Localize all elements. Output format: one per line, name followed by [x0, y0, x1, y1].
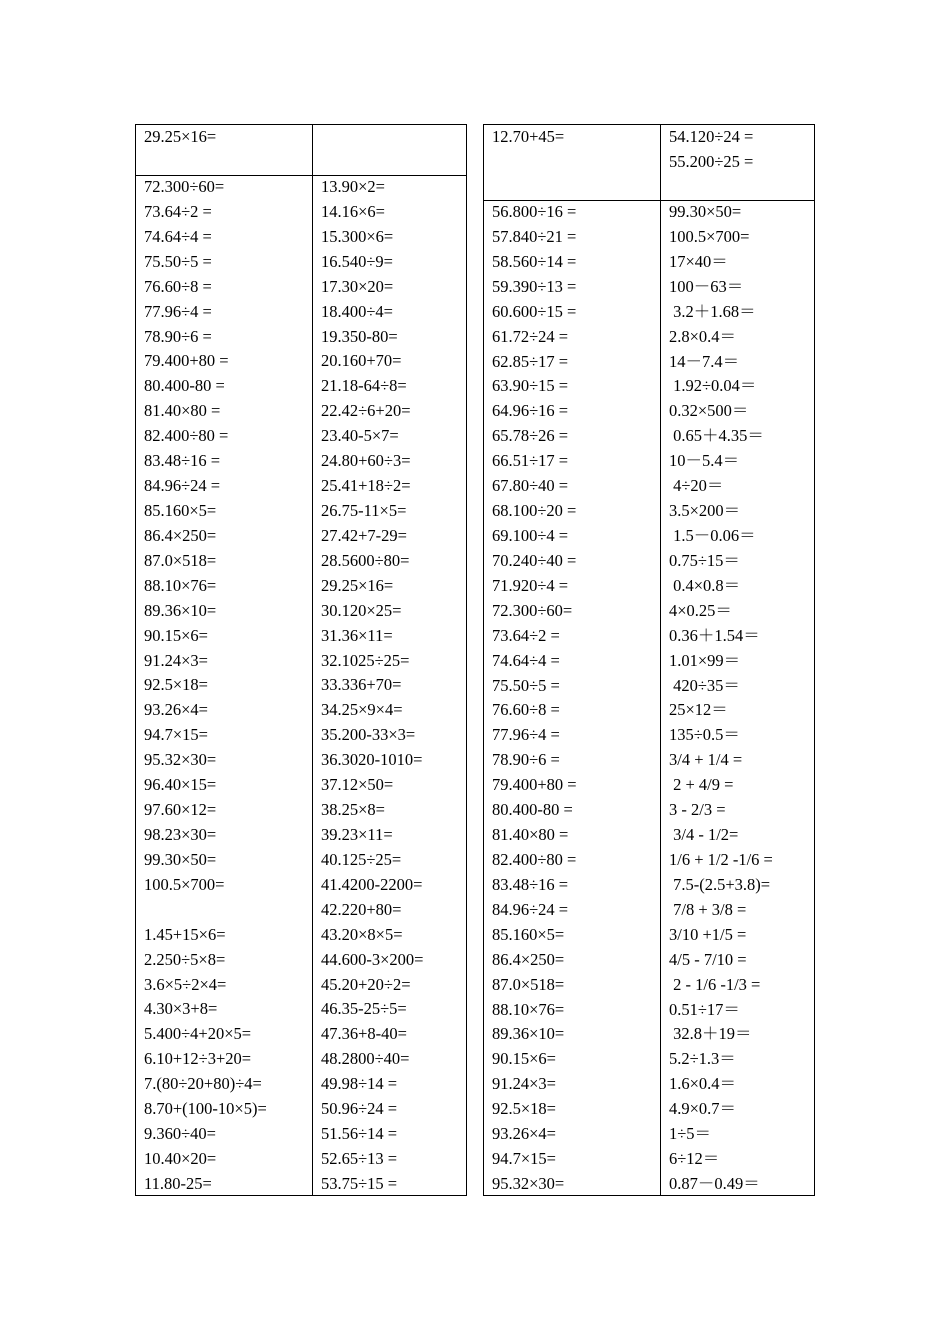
exercise-item: 49.98÷14 = — [321, 1074, 398, 1094]
exercise-item: 66.51÷17 = — [492, 451, 569, 471]
exercise-item: 1/6 + 1/2 -1/6 = — [669, 849, 773, 869]
exercise-item: 4/5 - 7/10 = — [669, 949, 747, 969]
exercise-item: 3 - 2/3 = — [669, 800, 726, 820]
exercise-item: 31.36×11= — [321, 625, 393, 645]
exercise-item: 14.16×6= — [321, 201, 385, 221]
exercise-item: 93.26×4= — [144, 700, 208, 720]
exercise-item: 96.40×15= — [144, 775, 217, 795]
right-header-col1 — [492, 125, 564, 150]
exercise-item: 86.4×250= — [492, 949, 565, 969]
exercise-item: 76.60÷8 = — [492, 700, 560, 720]
exercise-item: 97.60×12= — [144, 800, 217, 820]
exercise-item: 8.70+(100-10×5)= — [144, 1099, 267, 1119]
exercise-item: 0.87－0.49＝ — [669, 1173, 760, 1193]
exercise-item: 79.400+80 = — [144, 351, 229, 371]
exercise-item: 89.36×10= — [492, 1024, 565, 1044]
right-exercise-table — [483, 124, 815, 1196]
exercise-item: 51.56÷14 = — [321, 1124, 398, 1144]
exercise-item: 69.100÷4 = — [492, 525, 569, 545]
exercise-item: 89.36×10= — [144, 600, 217, 620]
exercise-item: 77.96÷4 = — [492, 725, 560, 745]
exercise-item: 1.92÷0.04＝ — [669, 376, 757, 396]
left-column-1 — [144, 175, 267, 1197]
exercise-item: 58.560÷14 = — [492, 251, 577, 271]
exercise-item: 72.300÷60= — [492, 600, 573, 620]
exercise-item: 43.20×8×5= — [321, 924, 403, 944]
exercise-item: 6.10+12÷3+20= — [144, 1049, 252, 1069]
exercise-item: 83.48÷16 = — [144, 451, 221, 471]
exercise-item: 41.4200-2200= — [321, 874, 423, 894]
exercise-item: 82.400÷80 = — [144, 426, 229, 446]
exercise-item: 1.01×99＝ — [669, 650, 741, 670]
column-divider — [660, 125, 661, 1195]
exercise-item: 0.75÷15＝ — [669, 550, 740, 570]
exercise-item: 27.42+7-29= — [321, 525, 407, 545]
exercise-item: 14－7.4＝ — [669, 351, 740, 371]
column-divider — [312, 125, 313, 1195]
exercise-item: 55.200÷25 = — [669, 151, 754, 171]
exercise-item: 135÷0.5＝ — [669, 725, 740, 745]
right-column-1 — [492, 200, 577, 1197]
exercise-item: 100.5×700= — [669, 226, 750, 246]
exercise-item: 64.96÷16 = — [492, 401, 569, 421]
exercise-item: 0.36＋1.54＝ — [669, 625, 760, 645]
exercise-item: 35.200-33×3= — [321, 725, 416, 745]
exercise-item: 56.800÷16 = — [492, 202, 577, 221]
exercise-item: 52.65÷13 = — [321, 1148, 398, 1168]
exercise-item: 77.96÷4 = — [144, 301, 212, 321]
exercise-item: 70.240÷40 = — [492, 550, 577, 570]
exercise-item: 4÷20＝ — [669, 476, 724, 496]
exercise-item: 1.6×0.4＝ — [669, 1074, 737, 1094]
exercise-item: 80.400-80 = — [144, 376, 225, 396]
exercise-item: 33.336+70= — [321, 675, 402, 695]
exercise-item: 100－63＝ — [669, 276, 744, 296]
exercise-item: 7.(80÷20+80)÷4= — [144, 1074, 262, 1094]
exercise-item: 25×12＝ — [669, 700, 728, 720]
exercise-item: 90.15×6= — [492, 1049, 556, 1069]
exercise-item: 44.600-3×200= — [321, 949, 424, 969]
exercise-item: 42.220+80= — [321, 899, 402, 919]
exercise-item: 17×40＝ — [669, 251, 728, 271]
exercise-item: 19.350-80= — [321, 326, 398, 346]
exercise-item: 50.96÷24 = — [321, 1099, 398, 1119]
exercise-item: 4.9×0.7＝ — [669, 1099, 737, 1119]
exercise-item: 100.5×700= — [144, 874, 225, 894]
exercise-item: 75.50÷5 = — [492, 675, 560, 695]
exercise-item: 93.26×4= — [492, 1124, 556, 1144]
exercise-item: 95.32×30= — [492, 1173, 565, 1193]
exercise-item: 3.5×200＝ — [669, 501, 741, 521]
exercise-item: 88.10×76= — [144, 575, 217, 595]
exercise-item: 45.20+20÷2= — [321, 974, 411, 994]
exercise-item: 10－5.4＝ — [669, 451, 740, 471]
exercise-item: 46.35-25÷5= — [321, 999, 407, 1019]
exercise-item: 21.18-64÷8= — [321, 376, 407, 396]
exercise-item: 48.2800÷40= — [321, 1049, 410, 1069]
exercise-item: 72.300÷60= — [144, 177, 225, 196]
exercise-item: 76.60÷8 = — [144, 276, 212, 296]
exercise-item: 5.2÷1.3＝ — [669, 1049, 736, 1069]
left-header-col1 — [144, 125, 216, 150]
exercise-item: 85.160×5= — [492, 924, 565, 944]
exercise-item: 38.25×8= — [321, 800, 385, 820]
exercise-item: 9.360÷40= — [144, 1124, 216, 1144]
exercise-item: 47.36+8-40= — [321, 1024, 407, 1044]
exercise-item: 3.2＋1.68＝ — [669, 301, 756, 321]
exercise-item: 60.600÷15 = — [492, 301, 577, 321]
exercise-item: 24.80+60÷3= — [321, 451, 411, 471]
exercise-item: 17.30×20= — [321, 276, 394, 296]
exercise-item: 62.85÷17 = — [492, 351, 569, 371]
exercise-item: 74.64÷4 = — [492, 650, 560, 670]
exercise-item: 73.64÷2 = — [492, 625, 560, 645]
exercise-item: 2 - 1/6 -1/3 = — [669, 974, 761, 994]
exercise-item: 73.64÷2 = — [144, 201, 212, 221]
exercise-item: 6÷12＝ — [669, 1149, 720, 1169]
exercise-item: 2 + 4/9 = — [669, 775, 734, 795]
exercise-item: 86.4×250= — [144, 525, 217, 545]
exercise-item: 34.25×9×4= — [321, 700, 403, 720]
exercise-item: 1÷5＝ — [669, 1124, 712, 1144]
exercise-item: 37.12×50= — [321, 775, 394, 795]
exercise-item: 81.40×80 = — [492, 825, 569, 845]
exercise-item: 420÷35＝ — [669, 675, 740, 695]
exercise-item: 65.78÷26 = — [492, 426, 569, 446]
exercise-item: 95.32×30= — [144, 750, 217, 770]
exercise-item: 87.0×518= — [144, 550, 217, 570]
exercise-item: 1.45+15×6= — [144, 924, 226, 944]
exercise-item: 91.24×3= — [492, 1074, 556, 1094]
exercise-item: 29.25×16= — [144, 127, 217, 146]
exercise-item: 57.840÷21 = — [492, 226, 577, 246]
exercise-item: 94.7×15= — [492, 1149, 556, 1169]
exercise-item: 22.42÷6+20= — [321, 401, 411, 421]
exercise-item: 85.160×5= — [144, 500, 217, 520]
exercise-item: 78.90÷6 = — [492, 750, 560, 770]
exercise-item: 0.32×500＝ — [669, 401, 749, 421]
exercise-item: 88.10×76= — [492, 999, 565, 1019]
exercise-item: 26.75-11×5= — [321, 500, 407, 520]
exercise-item: 79.400+80 = — [492, 775, 577, 795]
exercise-item: 1.5－0.06＝ — [669, 525, 756, 545]
exercise-item: 13.90×2= — [321, 177, 385, 196]
exercise-item: 90.15×6= — [144, 625, 208, 645]
exercise-item — [144, 898, 267, 923]
exercise-item: 99.30×50= — [144, 849, 217, 869]
exercise-item: 68.100÷20 = — [492, 501, 577, 521]
exercise-item: 92.5×18= — [492, 1099, 556, 1119]
exercise-item: 3/4 + 1/4 = — [669, 750, 743, 770]
exercise-item: 0.4×0.8＝ — [669, 575, 741, 595]
exercise-item: 83.48÷16 = — [492, 874, 569, 894]
exercise-item: 40.125÷25= — [321, 849, 402, 869]
exercise-item: 63.90÷15 = — [492, 376, 569, 396]
exercise-item: 15.300×6= — [321, 226, 394, 246]
exercise-item: 32.1025÷25= — [321, 650, 410, 670]
exercise-item: 94.7×15= — [144, 725, 208, 745]
exercise-item: 75.50÷5 = — [144, 251, 212, 271]
left-exercise-table — [135, 124, 467, 1196]
exercise-item: 28.5600÷80= — [321, 550, 410, 570]
exercise-item: 0.51÷17＝ — [669, 999, 740, 1019]
exercise-item: 74.64÷4 = — [144, 226, 212, 246]
exercise-item: 18.400÷4= — [321, 301, 393, 321]
exercise-item: 3/10 +1/5 = — [669, 924, 747, 944]
exercise-item: 91.24×3= — [144, 650, 208, 670]
exercise-item: 5.400÷4+20×5= — [144, 1024, 252, 1044]
exercise-item: 30.120×25= — [321, 600, 402, 620]
exercise-item: 67.80÷40 = — [492, 476, 569, 496]
exercise-item: 2.250÷5×8= — [144, 949, 226, 969]
exercise-item: 32.8＋19＝ — [669, 1024, 752, 1044]
exercise-item: 54.120÷24 = — [669, 127, 754, 146]
exercise-item: 10.40×20= — [144, 1148, 217, 1168]
exercise-item: 29.25×16= — [321, 575, 394, 595]
left-column-2 — [321, 175, 423, 1197]
exercise-item: 16.540÷9= — [321, 251, 393, 271]
exercise-item: 78.90÷6 = — [144, 326, 212, 346]
exercise-item: 84.96÷24 = — [492, 899, 569, 919]
exercise-item: 99.30×50= — [669, 202, 742, 221]
exercise-item: 59.390÷13 = — [492, 276, 577, 296]
exercise-item: 2.8×0.4＝ — [669, 326, 737, 346]
exercise-item: 20.160+70= — [321, 351, 402, 371]
exercise-item: 4.30×3+8= — [144, 999, 218, 1019]
exercise-item: 61.72÷24 = — [492, 326, 569, 346]
right-column-2 — [669, 200, 773, 1197]
exercise-item: 36.3020-1010= — [321, 750, 423, 770]
exercise-item: 82.400÷80 = — [492, 849, 577, 869]
exercise-item: 0.65＋4.35＝ — [669, 426, 764, 446]
exercise-item: 98.23×30= — [144, 824, 217, 844]
exercise-item: 39.23×11= — [321, 824, 393, 844]
exercise-item: 3.6×5÷2×4= — [144, 974, 227, 994]
exercise-item: 87.0×518= — [492, 974, 565, 994]
exercise-item: 53.75÷15 = — [321, 1173, 398, 1193]
exercise-item: 80.400-80 = — [492, 800, 573, 820]
exercise-item: 71.920÷4 = — [492, 575, 569, 595]
exercise-item: 7/8 + 3/8 = — [669, 899, 747, 919]
exercise-item: 3/4 - 1/2= — [669, 825, 739, 845]
exercise-item: 81.40×80 = — [144, 401, 221, 421]
exercise-item: 4×0.25＝ — [669, 600, 732, 620]
exercise-item: 92.5×18= — [144, 675, 208, 695]
exercise-item: 84.96÷24 = — [144, 476, 221, 496]
exercise-item: 11.80-25= — [144, 1173, 212, 1193]
right-header-col2 — [669, 125, 753, 175]
exercise-item: 23.40-5×7= — [321, 426, 399, 446]
exercise-item: 25.41+18÷2= — [321, 476, 411, 496]
exercise-item: 12.70+45= — [492, 127, 565, 146]
exercise-item: 7.5-(2.5+3.8)= — [669, 874, 771, 894]
